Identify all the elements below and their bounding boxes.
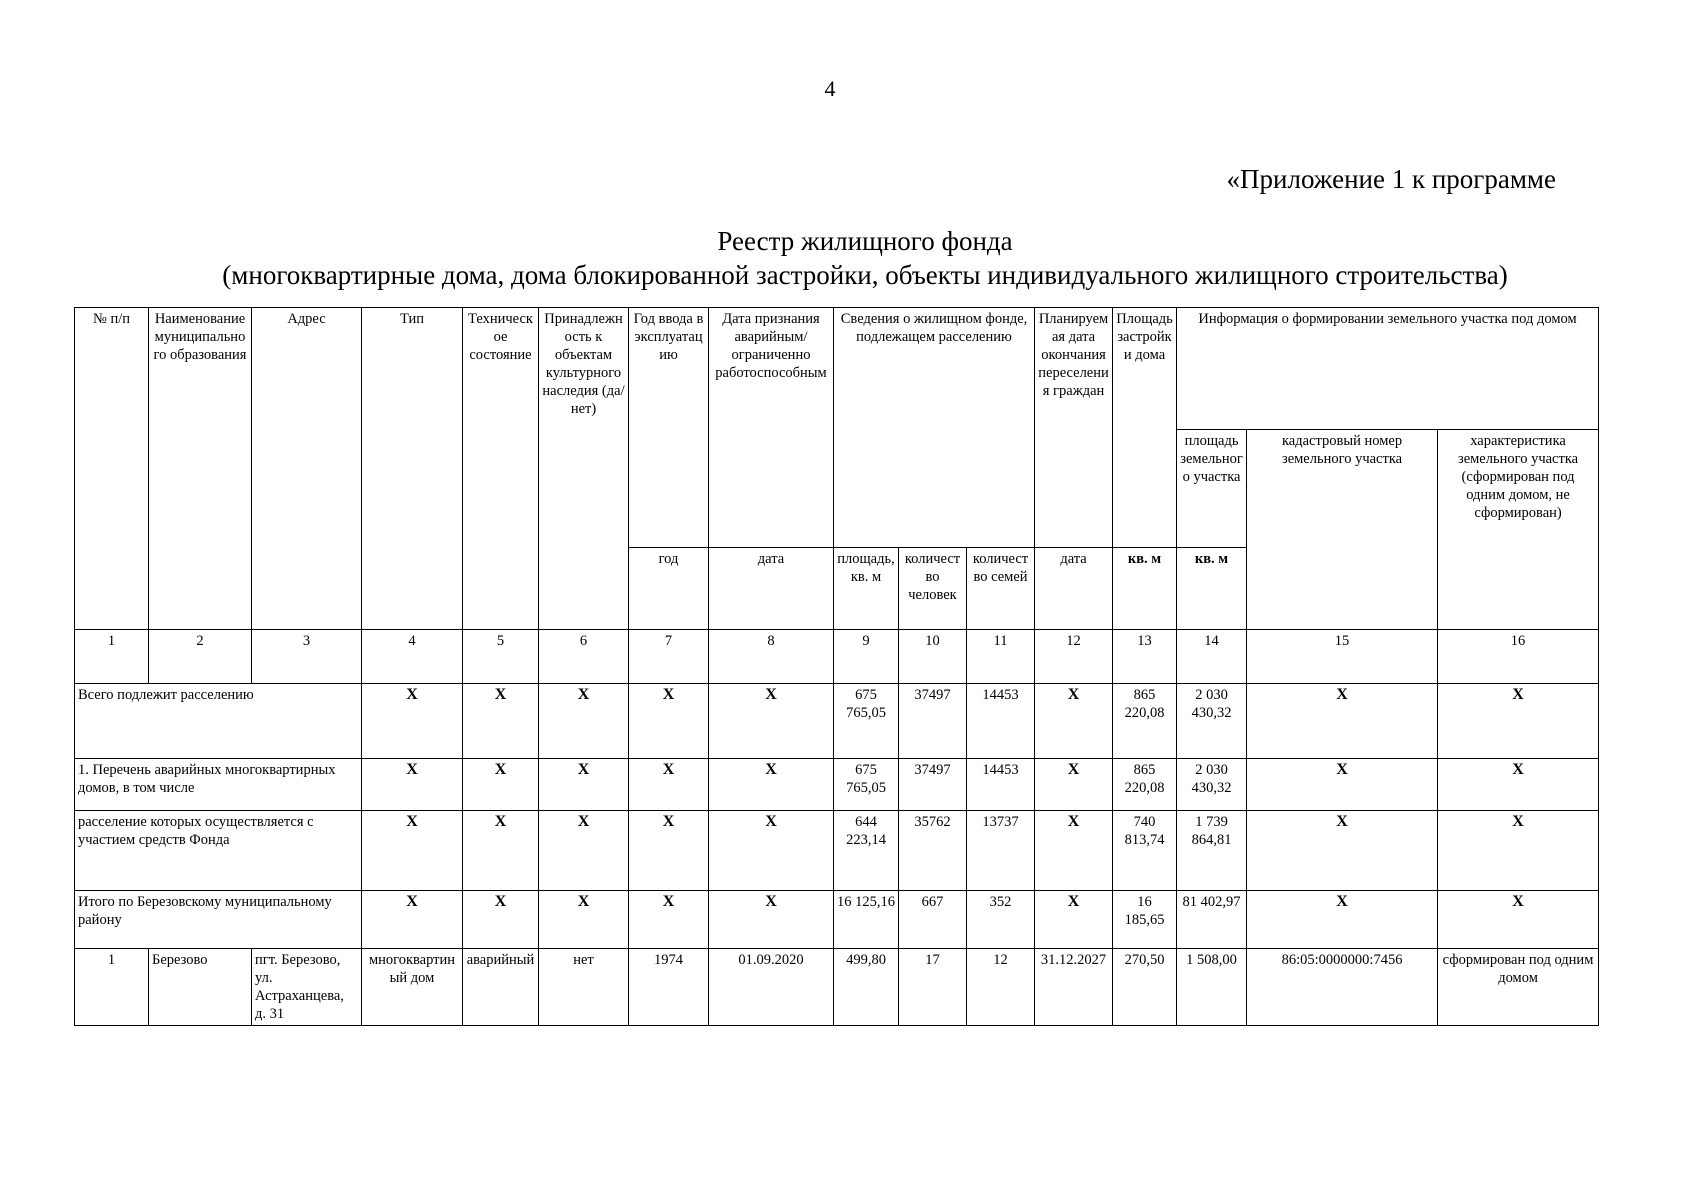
families-cell: 14453 (967, 684, 1035, 759)
col-num: 7 (629, 630, 709, 684)
x-cell: X (629, 759, 709, 811)
header-num: № п/п (75, 308, 149, 630)
table-row (75, 684, 1599, 759)
house-cadastral: 86:05:0000000:7456 (1247, 949, 1438, 1026)
x-cell: X (362, 891, 463, 949)
unit-people: количество человек (899, 548, 967, 630)
unit-date-2: дата (1035, 548, 1113, 630)
header-tech-state: Техническое состояние (463, 308, 539, 630)
people-cell: 37497 (899, 759, 967, 811)
house-char: сформирован под одним домом (1438, 949, 1599, 1026)
table-row (75, 891, 1599, 949)
header-emergency-date: Дата признания аварийным/ограниченно работоспособным (709, 308, 834, 548)
header-resettlement: Сведения о жилищном фонде, подлежащем расселению (834, 308, 1035, 548)
col-num: 15 (1247, 630, 1438, 684)
col-num: 16 (1438, 630, 1599, 684)
x-cell: X (362, 684, 463, 759)
row-label: расселение которых осуществляется с участием средств Фонда (75, 811, 362, 891)
x-cell: X (1247, 811, 1438, 891)
x-cell: X (362, 811, 463, 891)
x-cell: X (463, 759, 539, 811)
header-planned-date: Планируемая дата окончания переселения граждан (1035, 308, 1113, 548)
land-area-cell: 1 739 864,81 (1177, 811, 1247, 891)
families-cell: 13737 (967, 811, 1035, 891)
unit-sqm: кв. м (1113, 548, 1177, 630)
unit-families: количество семей (967, 548, 1035, 630)
x-cell: X (1035, 684, 1113, 759)
header-land-info: Информация о формировании земельного участка под домом (1177, 308, 1599, 430)
header-land-area: площадь земельного участка (1177, 430, 1247, 548)
header-year-in: Год ввода в эксплуатацию (629, 308, 709, 548)
x-cell: X (709, 891, 834, 949)
x-cell: X (709, 759, 834, 811)
house-built: 270,50 (1113, 949, 1177, 1026)
header-type: Тип (362, 308, 463, 630)
house-area: 499,80 (834, 949, 899, 1026)
x-cell: X (1035, 759, 1113, 811)
row-label: Итого по Березовскому муниципальному району (75, 891, 362, 949)
house-num: 1 (75, 949, 149, 1026)
table-row (75, 811, 1599, 891)
house-year: 1974 (629, 949, 709, 1026)
x-cell: X (709, 684, 834, 759)
house-date: 01.09.2020 (709, 949, 834, 1026)
x-cell: X (709, 811, 834, 891)
appendix-label: «Приложение 1 к программе (1226, 164, 1556, 194)
header-row-1 (75, 308, 1599, 430)
header-built-area: Площадь застройки дома (1113, 308, 1177, 548)
header-heritage: Принадлежность к объектам культурного наследия (да/нет) (539, 308, 629, 630)
header-address: Адрес (252, 308, 362, 630)
x-cell: X (1035, 891, 1113, 949)
x-cell: X (1247, 891, 1438, 949)
x-cell: X (629, 891, 709, 949)
header-land-char: характеристика земельного участка (сформирован под одним домом, не сформирован) (1438, 430, 1599, 630)
x-cell: X (1247, 759, 1438, 811)
x-cell: X (1438, 891, 1599, 949)
col-num: 14 (1177, 630, 1247, 684)
col-num: 3 (252, 630, 362, 684)
col-num: 9 (834, 630, 899, 684)
row-label: 1. Перечень аварийных многоквартирных домов, в том числе (75, 759, 362, 811)
x-cell: X (463, 684, 539, 759)
people-cell: 37497 (899, 684, 967, 759)
built-area-cell: 16 185,65 (1113, 891, 1177, 949)
x-cell: X (539, 759, 629, 811)
land-area-cell: 2 030 430,32 (1177, 759, 1247, 811)
x-cell: X (539, 684, 629, 759)
house-heritage: нет (539, 949, 629, 1026)
document-title (0, 224, 1686, 292)
house-type: многоквартиный дом (362, 949, 463, 1026)
area-cell: 675 765,05 (834, 684, 899, 759)
built-area-cell: 865 220,08 (1113, 684, 1177, 759)
x-cell: X (539, 891, 629, 949)
families-cell: 352 (967, 891, 1035, 949)
unit-date: дата (709, 548, 834, 630)
col-num: 2 (149, 630, 252, 684)
x-cell: X (1438, 759, 1599, 811)
header-mo-name: Наименование муниципального образования (149, 308, 252, 630)
people-cell: 667 (899, 891, 967, 949)
x-cell: X (629, 684, 709, 759)
table-row (75, 949, 1599, 1026)
house-address: пгт. Березово, ул. Астраханцева, д. 31 (252, 949, 362, 1026)
col-num: 5 (463, 630, 539, 684)
house-mo: Березово (149, 949, 252, 1026)
unit-area: площадь, кв. м (834, 548, 899, 630)
house-planned: 31.12.2027 (1035, 949, 1113, 1026)
table-row (75, 759, 1599, 811)
x-cell: X (1438, 811, 1599, 891)
housing-registry-table (74, 307, 1599, 1026)
row-label: Всего подлежит расселению (75, 684, 362, 759)
x-cell: X (463, 891, 539, 949)
house-state: аварийный (463, 949, 539, 1026)
col-num: 6 (539, 630, 629, 684)
x-cell: X (539, 811, 629, 891)
house-families: 12 (967, 949, 1035, 1026)
unit-sqm-2: кв. м (1177, 548, 1247, 630)
area-cell: 644 223,14 (834, 811, 899, 891)
col-num: 4 (362, 630, 463, 684)
x-cell: X (629, 811, 709, 891)
built-area-cell: 740 813,74 (1113, 811, 1177, 891)
column-number-row (75, 630, 1599, 684)
col-num: 11 (967, 630, 1035, 684)
col-num: 10 (899, 630, 967, 684)
families-cell: 14453 (967, 759, 1035, 811)
land-area-cell: 2 030 430,32 (1177, 684, 1247, 759)
land-area-cell: 81 402,97 (1177, 891, 1247, 949)
area-cell: 675 765,05 (834, 759, 899, 811)
header-cadastral: кадастровый номер земельного участка (1247, 430, 1438, 630)
people-cell: 35762 (899, 811, 967, 891)
x-cell: X (1438, 684, 1599, 759)
house-people: 17 (899, 949, 967, 1026)
x-cell: X (1035, 811, 1113, 891)
title-line-2: (многоквартирные дома, дома блокированной застройки, объекты индивидуального жилищного строительства) (222, 260, 1508, 290)
unit-year: год (629, 548, 709, 630)
page-number: 4 (824, 76, 836, 101)
title-line-1: Реестр жилищного фонда (717, 226, 1013, 256)
built-area-cell: 865 220,08 (1113, 759, 1177, 811)
x-cell: X (463, 811, 539, 891)
col-num: 12 (1035, 630, 1113, 684)
area-cell: 16 125,16 (834, 891, 899, 949)
col-num: 1 (75, 630, 149, 684)
col-num: 13 (1113, 630, 1177, 684)
x-cell: X (362, 759, 463, 811)
col-num: 8 (709, 630, 834, 684)
x-cell: X (1247, 684, 1438, 759)
house-land: 1 508,00 (1177, 949, 1247, 1026)
